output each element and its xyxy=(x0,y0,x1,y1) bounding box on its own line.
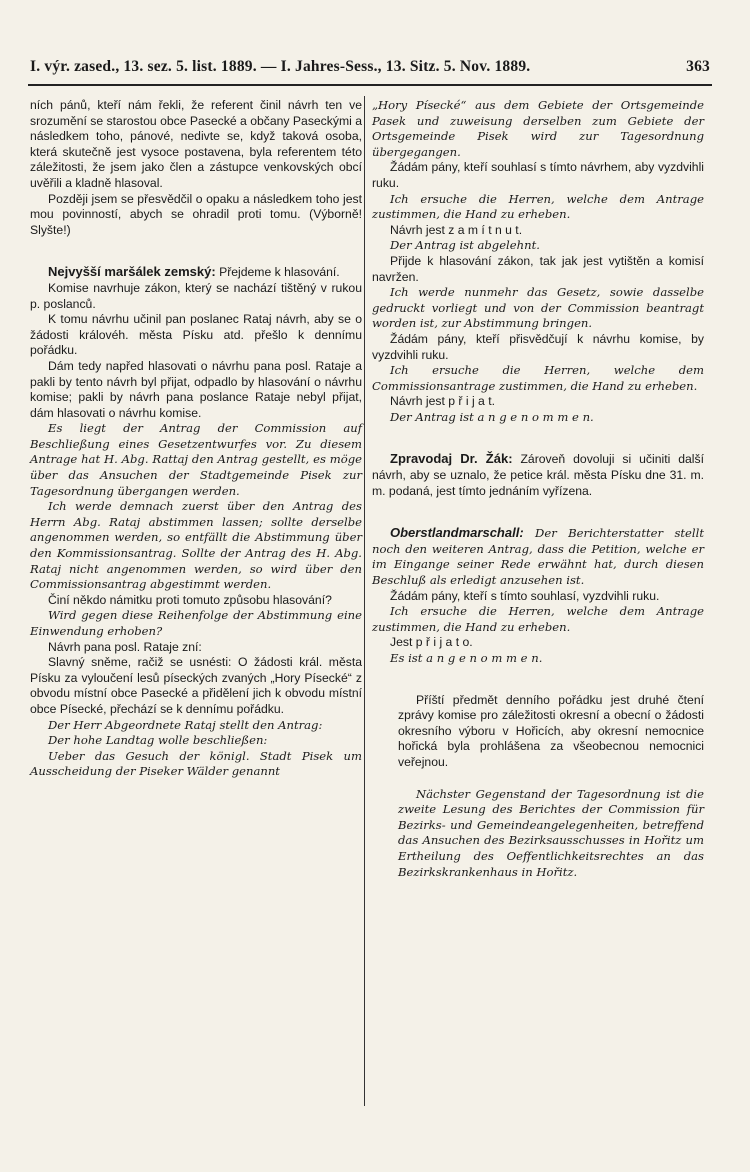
paragraph-text: Ich werde demnach zuerst über den Antrag des Herrn Abg. Rataj abstimmen lassen; sollte derselbe angenommen werden, so entfällt die Abstimmung über den Kommissionsantrag. Sollte der Antrag des H. Abg. Rataj nicht angenommen werden, so wird über den Commissionsantrag abgestimmt werden. xyxy=(30,499,362,592)
text-paragraph xyxy=(372,394,704,410)
paragraph-spacer xyxy=(30,238,362,264)
text-paragraph xyxy=(372,651,704,667)
column-divider xyxy=(364,96,365,1106)
paragraph-text: Der Berichterstatter stellt noch den weiteren Antrag, dass die Petition, welche er im Eingange seiner Rede erwähnt hat, durch diesen Beschluß als erledigt anzusehen ist. xyxy=(372,526,704,588)
paragraph-text: Der Antrag ist a n g e n o m m e n. xyxy=(390,409,594,424)
speaker-name: Zpravodaj Dr. Žák: xyxy=(390,451,513,467)
speech-paragraph xyxy=(372,525,704,588)
text-paragraph xyxy=(372,604,704,635)
page-number: 363 xyxy=(686,58,710,75)
paragraph-text: Činí někdo námitku proti tomuto způsobu hlasování? xyxy=(48,592,332,607)
text-paragraph xyxy=(30,655,362,717)
text-paragraph xyxy=(30,749,362,780)
paragraph-text: Dám tedy napřed hlasovati o návrhu pana posl. Rataje a pakli by tento návrh byl přijat, odpadlo by hlasování o návrhu komise; pakli by návrh pana poslance Rataje nebyl přijat, dám hlasovati o návrhu komise. xyxy=(30,358,362,420)
paragraph-text: Žádám pány, kteří s tímto souhlasí, vyzdvihli ruku. xyxy=(390,588,660,603)
speaker-name: Oberstlandmarschall: xyxy=(390,525,524,541)
text-paragraph xyxy=(372,98,704,160)
right-column xyxy=(372,98,704,880)
text-paragraph xyxy=(30,499,362,593)
paragraph-text: Der Antrag ist abgelehnt. xyxy=(390,238,540,253)
text-paragraph xyxy=(30,421,362,499)
paragraph-text: Es ist a n g e n o m m e n. xyxy=(390,651,543,665)
paragraph-text: Ich werde nunmehr das Gesetz, sowie dasselbe gedruckt vorliegt und von der Commission beantragt worden ist, zur Abstimmung bringen. xyxy=(372,285,704,331)
paragraph-text: Wird gegen diese Reihenfolge der Abstimmung eine Einwendung erhoben? xyxy=(30,608,362,638)
speech-paragraph xyxy=(372,451,704,499)
paragraph-text: „Hory Písecké“ aus dem Gebiete der Ortsgemeinde Pasek und zuweisung derselben zum Gebiete der Ortsgemeinde Pisek wird zur Tagesordnung übergegangen. xyxy=(372,98,704,159)
text-paragraph xyxy=(372,787,704,881)
paragraph-text: Žádám pány, kteří přisvědčují k návrhu komise, by vyzdvihli ruku. xyxy=(372,331,704,362)
speaker-name: Nejvyšší maršálek zemský: xyxy=(48,264,216,280)
paragraph-text: Ich ersuche die Herren, welche dem Commissionsantrage zustimmen, die Hand zu erheben. xyxy=(372,363,704,393)
paragraph-text: K tomu návrhu učinil pan poslanec Rataj návrh, aby se o žádosti královéh. města Písku atd. přešlo k dennímu pořádku. xyxy=(30,312,362,358)
paragraph-text: Nächster Gegenstand der Tagesordnung ist die zweite Lesung des Berichtes der Commission für Bezirks- und Gemeindeangelegenheiten, betreffend das Ansuchen des Bezirksausschusses in Hořitz um Ertheilung des Oeffentlichkeitsrechtes an das Bezirkskrankenhaus in Hořitz. xyxy=(398,786,704,879)
paragraph-text: Komise navrhuje zákon, který se nachází tištěný v rukou p. poslanců. xyxy=(30,280,362,311)
text-paragraph xyxy=(30,98,362,192)
left-column xyxy=(30,98,362,780)
text-paragraph xyxy=(30,359,362,421)
text-paragraph xyxy=(30,593,362,609)
text-paragraph xyxy=(372,285,704,332)
text-paragraph xyxy=(372,192,704,223)
paragraph-text: Ich ersuche die Herren, welche dem Antrage zustimmen, die Hand zu erheben. xyxy=(372,604,704,634)
paragraph-spacer xyxy=(372,667,704,693)
paragraph-text: Ich ersuche die Herren, welche dem Antrage zustimmen, die Hand zu erheben. xyxy=(372,191,704,222)
text-paragraph xyxy=(30,312,362,359)
paragraph-text: Der hohe Landtag wolle beschließen: xyxy=(48,733,268,748)
text-paragraph xyxy=(30,718,362,734)
text-paragraph xyxy=(372,693,704,771)
text-paragraph xyxy=(372,589,704,605)
text-paragraph xyxy=(372,238,704,254)
paragraph-text: Zároveň dovoluji si učiniti další návrh, aby se uznalo, že petice král. města Písku dne 31. m. m. podaná, jest tímto jednáním vyřízena. xyxy=(372,452,704,498)
speech-paragraph xyxy=(30,264,362,281)
running-head: I. výr. zased., 13. sez. 5. list. 1889. — I. Jahres-Sess., 13. Sitz. 5. Nov. 1889. xyxy=(30,58,531,75)
paragraph-text: Jest p ř i j a t o. xyxy=(390,635,473,650)
paragraph-text: Žádám pány, kteří souhlasí s tímto návrhem, aby vyzdvihli ruku. xyxy=(372,160,704,190)
text-paragraph xyxy=(30,733,362,749)
header-rule xyxy=(28,84,712,86)
text-paragraph xyxy=(372,254,704,285)
paragraph-spacer xyxy=(372,771,704,787)
text-paragraph xyxy=(372,223,704,239)
text-paragraph xyxy=(30,281,362,312)
paragraph-text: Ueber das Gesuch der königl. Stadt Pisek um Ausscheidung der Piseker Wälder genannt xyxy=(30,748,362,779)
paragraph-text: Návrh pana posl. Rataje zní: xyxy=(48,639,202,654)
paragraph-text: Slavný sněme, račiž se usnésti: O žádosti král. města Písku za vyloučení lesů píseckých zvaných „Hory Písecké“ z obvodu místní obce Pasecké a přidělení jich k obvodu místní obce Písecké, přechází se k dennímu pořádku. xyxy=(30,655,362,716)
paragraph-text: ních pánů, kteří nám řekli, že referent činil návrh ten ve srozumění se starostou obce Pasecké a občany Paseckými a následkem toho, pánové, nedivte se, když taková osoba, která skutečně jest vysoce postavena, byla referentem této záležitosti, že jsem jako člen a zástupce venkovských obcí uvěřili a kladně hlasoval. xyxy=(30,98,362,190)
text-paragraph xyxy=(372,363,704,394)
paragraph-text: Přijde k hlasování zákon, tak jak jest vytištěn a komisí navržen. xyxy=(372,253,704,284)
paragraph-text: Později jsem se přesvědčil o opaku a následkem toho jest mou povinností, abych se ohradil proti tomu. (Výborně! Slyšte!) xyxy=(30,191,362,237)
page-header xyxy=(30,58,710,76)
paragraph-text: Příští předmět denního pořádku jest druhé čtení zprávy komise pro záležitosti okresní a obecní o žádosti okresního výboru v Hořicích, aby okresní nemocnice hořická byla prohlášena za všeobecnou nemocnici veřejnou. xyxy=(398,692,704,769)
text-paragraph xyxy=(372,410,704,426)
paragraph-spacer xyxy=(372,425,704,451)
text-paragraph xyxy=(30,608,362,639)
text-paragraph xyxy=(372,635,704,651)
paragraph-text: Der Herr Abgeordnete Rataj stellt den Antrag: xyxy=(48,717,323,732)
paragraph-text: Es liegt der Antrag der Commission auf Beschließung eines Gesetzentwurfes vor. Zu diesem Antrage hat H. Abg. Rattaj den Antrag gestellt, es möge über das Ansuchen der Stadtgemeinde Pisek zur Tagesordnung übergangen werden. xyxy=(30,421,362,498)
text-paragraph xyxy=(30,640,362,656)
paragraph-text: Návrh jest z a m í t n u t. xyxy=(390,222,523,237)
text-paragraph xyxy=(30,192,362,239)
text-paragraph xyxy=(372,332,704,363)
paragraph-spacer xyxy=(372,499,704,525)
paragraph-text: Přejdeme k hlasování. xyxy=(215,265,340,280)
text-paragraph xyxy=(372,160,704,191)
paragraph-text: Návrh jest p ř i j a t. xyxy=(390,394,495,409)
